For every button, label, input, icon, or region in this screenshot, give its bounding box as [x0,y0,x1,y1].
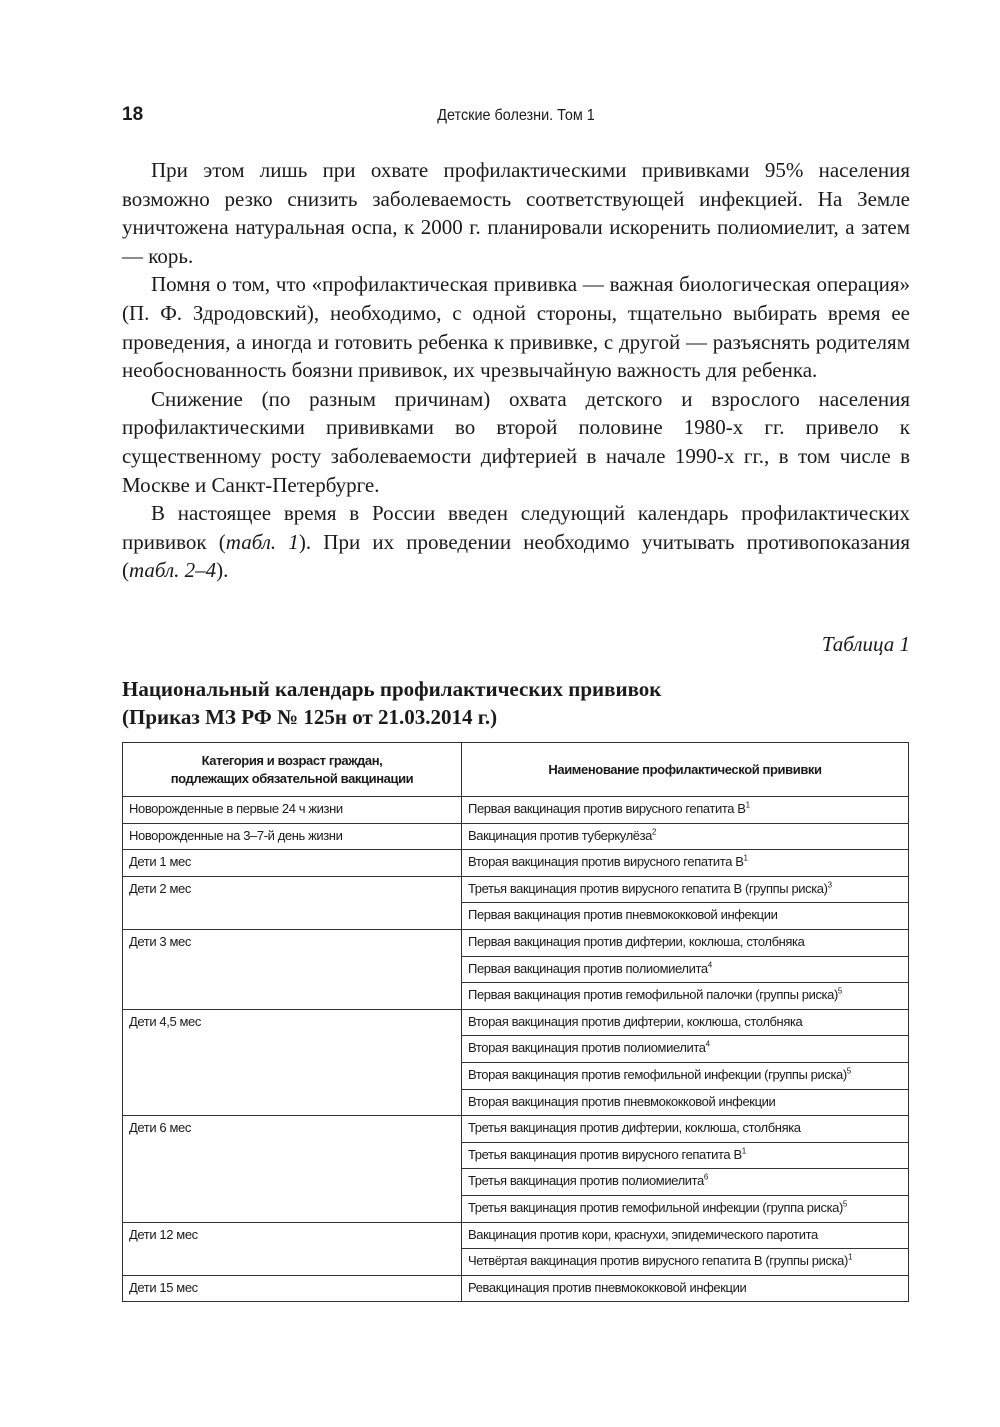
table-row [123,929,909,956]
vaccination-column-header: Наименование профилактической прививки [462,743,909,797]
page-number: 18 [122,104,144,125]
category-cell: Дети 6 мес [123,1116,462,1222]
footnote-marker: 5 [846,1066,851,1076]
table-body [123,797,909,1302]
paragraph-text: В настоящее время в России введен следующий календарь профилактических прививок ( [122,501,910,554]
footnote-marker: 1 [743,853,748,863]
paragraph [122,499,910,585]
vaccination-cell: Вторая вакцинация против гемофильной инфекции (группы риска)$^5$ [462,1062,909,1089]
header-line: подлежащих обязательной вакцинации [170,770,414,786]
category-cell: Дети 3 мес [123,929,462,1009]
vaccination-cell: Первая вакцинация против полиомиелита$^4$ [462,956,909,983]
vaccination-calendar-table [122,742,909,1302]
category-cell: Дети 15 мес [123,1275,462,1302]
paragraph-text: ). При их проведении необходимо учитывать противопоказания ( [122,529,910,583]
paragraph: Помня о том, что «профилактическая прививка — важная биологическая операция» (П. Ф. Здродовский), необходимо, с одной стороны, тщательно выбирать время ее проведения, а иногда и готовить ребенка к прививке, с другой — разъяснять родителям необоснованность боязни прививок, их чрезвычайную важность для ребенка. [122,272,910,383]
footnote-marker: 1 [847,1252,852,1262]
footnote-marker: 6 [703,1172,708,1182]
footnote-marker: 3 [827,880,832,890]
vaccination-cell: Вторая вакцинация против вирусного гепатита $В^1$ [462,850,909,877]
table-reference: табл. 2–4 [129,558,217,583]
category-cell: Дети 12 мес [123,1222,462,1275]
vaccination-cell: Четвёртая вакцинация против вирусного гепатита В (группы риска)$^1$ [462,1249,909,1276]
vaccination-cell: Вакцинация против кори, краснухи, эпидемического паротита [462,1222,909,1249]
category-cell: Дети 2 мес [123,876,462,929]
page-header [122,104,910,134]
table-title-line: (Приказ МЗ РФ № 125н от 21.03.2014 г.) [122,705,498,729]
table-title-line: Национальный календарь профилактических прививок [122,677,662,701]
table-row [123,1009,909,1036]
header-line: Категория и возраст граждан, [201,752,383,768]
footnote-marker: 2 [651,827,657,837]
vaccination-cell: Первая вакцинация против дифтерии, коклюша, столбняка [462,929,909,956]
category-cell: Новорожденные в первые 24 ч жизни [123,797,462,824]
table-row [123,850,909,877]
vaccination-cell: Вторая вакцинация против дифтерии, коклюша, столбняка [462,1009,909,1036]
category-cell: Дети 4,5 мес [123,1009,462,1115]
table-row [123,1116,909,1143]
paragraph-text: ). [216,558,229,583]
category-cell: Новорожденные на 3–7-й день жизни [123,823,462,850]
vaccination-cell: Третья вакцинация против вирусного гепатита В (группы риска)$^3$ [462,876,909,903]
table-row [123,797,909,824]
footnote-marker: 4 [707,960,712,970]
vaccination-cell: Вакцинация против туберкулёза$^2$ [462,823,909,850]
table-row [123,1275,909,1302]
table-reference: табл. 1 [225,529,299,554]
vaccination-cell: Ревакцинация против пневмококковой инфекции [462,1275,909,1302]
table-row [123,876,909,903]
paragraph: При этом лишь при охвате профилактическими прививками 95% населения возможно резко снизить заболеваемость соответствующей инфекцией. На Земле уничтожена натуральная оспа, к 2000 г. планировали искоренить полиомиелит, а затем — корь. [122,158,910,268]
vaccination-cell: Третья вакцинация против вирусного гепатита $В^1$ [462,1142,909,1169]
footnote-marker: 4 [705,1040,710,1050]
vaccination-cell: Вторая вакцинация против полиомиелита$^4$ [462,1036,909,1063]
vaccination-cell: Третья вакцинация против полиомиелита$^6$ [462,1169,909,1196]
body-text [122,156,910,585]
category-cell: Дети 1 мес [123,850,462,877]
footnote-marker: 5 [842,1199,847,1209]
category-column-header [123,743,462,797]
vaccination-cell: Третья вакцинация против гемофильной инфекции (группа риска)$^5$ [462,1195,909,1222]
vaccination-cell: Вторая вакцинация против пневмококковой инфекции [462,1089,909,1116]
vaccination-cell: Третья вакцинация против дифтерии, коклюша, столбняка [462,1116,909,1143]
table-header-row [123,743,909,797]
footnote-marker: 5 [837,986,842,996]
table-row [123,823,909,850]
footnote-marker: 1 [745,800,750,810]
vaccination-cell: Первая вакцинация против пневмококковой инфекции [462,903,909,930]
table-label: Таблица 1 [821,632,910,656]
footnote-marker: 1 [741,1146,746,1156]
table-title [122,675,910,731]
table-row [123,1222,909,1249]
vaccination-cell: Первая вакцинация против гемофильной палочки (группы риска)$^5$ [462,983,909,1010]
vaccination-cell: Первая вакцинация против вирусного гепатита $В^1$ [462,797,909,824]
running-title: Детские болезни. Том 1 [437,107,595,124]
paragraph: Снижение (по разным причинам) охвата детского и взрослого населения профилактическими прививками во второй половине 1980-х гг. привело к существенному росту заболеваемости дифтерией в начале 1990-х гг., в том числе в Москве и Санкт-Петербурге. [122,386,910,497]
